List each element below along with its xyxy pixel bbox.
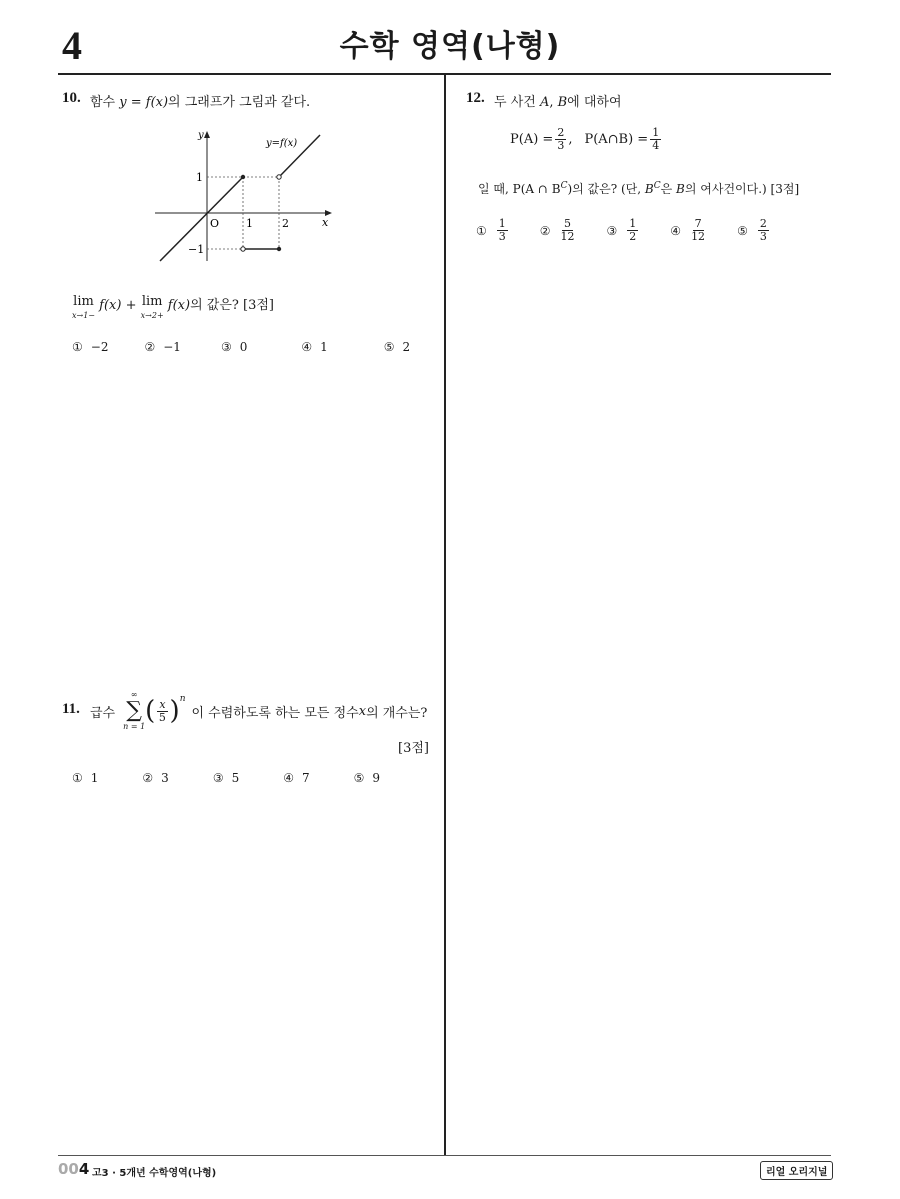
question-12-given: P(A) = $\frac{2}{3}$ , P(A∩B) = $\frac{1}{4}$ bbox=[510, 126, 660, 152]
graph-function-label: y=f(x) bbox=[266, 138, 298, 149]
question-10-limit-expression: lim x→1− f(x) + lim x→2+ f(x)의 값은? [3점] bbox=[72, 294, 274, 320]
footer-badge: 리얼 오리지널 bbox=[760, 1161, 833, 1180]
footer-page-number: 004 bbox=[58, 1160, 90, 1178]
choice[interactable]: ③ $\frac{1}{2}$ bbox=[606, 217, 637, 243]
choice[interactable]: ④ 1 bbox=[301, 340, 328, 354]
choice[interactable]: ④ $\frac{7}{12}$ bbox=[670, 217, 706, 243]
question-10-choices bbox=[72, 340, 410, 354]
column-divider bbox=[444, 75, 446, 1156]
page-number: 4 bbox=[62, 23, 82, 68]
graph-tick-y1: 1 bbox=[196, 171, 203, 184]
graph-tick-x1: 1 bbox=[246, 217, 253, 230]
choice[interactable]: ③ 5 bbox=[212, 771, 240, 785]
question-10-prompt: 함수 y = f(x)의 그래프가 그림과 같다. bbox=[90, 95, 311, 110]
question-10-graph bbox=[150, 125, 340, 265]
graph-tick-x2: 2 bbox=[282, 217, 289, 230]
question-11-prompt: 급수 ∞ ∑ n = 1 ( $\frac{x}{5}$ ) n 이 수렴하도록 하는 모든 정수 x 의 개수는? bbox=[90, 690, 428, 731]
question-12-prompt: 두 사건 A, B에 대하여 bbox=[494, 95, 622, 110]
question-10-number: 10. bbox=[62, 90, 81, 106]
graph-x-label: x bbox=[322, 216, 329, 229]
footer-book-title: 고3 · 5개년 수학영역(나형) bbox=[92, 1168, 217, 1179]
question-12-number: 12. bbox=[466, 90, 485, 106]
choice[interactable]: ① $\frac{1}{3}$ bbox=[476, 217, 506, 243]
choice[interactable]: ② $\frac{5}{12}$ bbox=[539, 217, 575, 243]
choice[interactable]: ⑤ 9 bbox=[353, 771, 381, 785]
question-11-number: 11. bbox=[62, 701, 80, 717]
choice[interactable]: ③ 0 bbox=[220, 340, 248, 354]
choice[interactable]: ① 1 bbox=[72, 771, 99, 785]
choice[interactable]: ⑤ 2 bbox=[383, 340, 411, 354]
page-title: 수학 영역(나형) bbox=[339, 29, 561, 64]
question-12-condition: 일 때, P(A ∩ $B^C$)의 값은? (단, $B^C$은 B의 여사건이다.) [3점] bbox=[478, 181, 800, 196]
choice[interactable]: ② 3 bbox=[142, 771, 169, 785]
question-12-choices bbox=[476, 218, 771, 243]
graph-origin-label: O bbox=[210, 217, 220, 230]
choice[interactable]: ① −2 bbox=[72, 340, 109, 354]
choice[interactable]: ④ 7 bbox=[283, 771, 310, 785]
graph-y-label: y bbox=[198, 130, 204, 141]
footer-rule bbox=[58, 1155, 831, 1156]
graph-tick-yneg1: −1 bbox=[188, 243, 205, 256]
choice[interactable]: ② −1 bbox=[144, 340, 181, 354]
choice[interactable]: ⑤ $\frac{2}{3}$ bbox=[737, 217, 767, 243]
question-11-choices bbox=[72, 771, 380, 785]
question-11-points: [3점] bbox=[398, 741, 429, 756]
